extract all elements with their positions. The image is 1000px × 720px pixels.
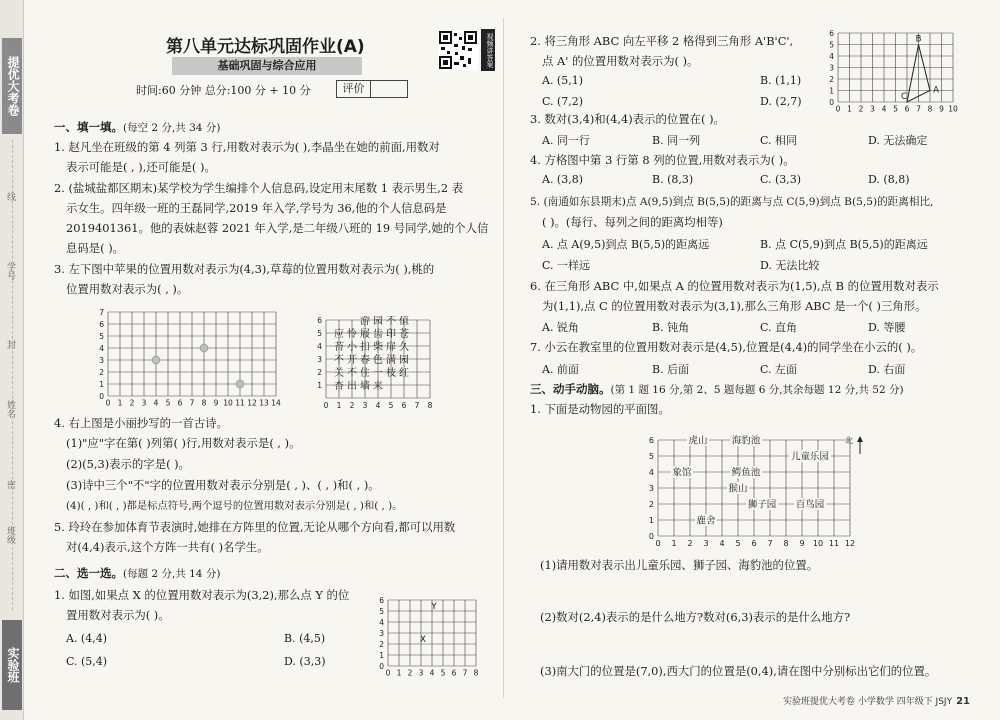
c5-option-a[interactable]: A. 点 A(9,5)到点 B(5,5)的距离远 — [542, 238, 710, 251]
q3-line1: 3. 左下图中苹果的位置用数对表示为(4,3),草莓的位置用数对表示为( ),桃的 — [54, 262, 435, 276]
c6-line1: 6. 在三角形 ABC 中,如果点 A 的位置用数对表示为(1,5),点 B 的位置用数对表示 — [530, 279, 939, 293]
z1-q2: (2)数对(2,4)表示的是什么地方?数对(6,3)表示的是什么地方? — [540, 610, 851, 624]
y-tick-label: 4 — [317, 342, 322, 351]
y-tick-label: 3 — [379, 629, 384, 638]
c1-option-a[interactable]: A. (4,4) — [66, 632, 108, 645]
c6-line2: 为(1,1),点 C 的位置用数对表示为(3,1),那么三角形 ABC 是一个( )三角形。 — [542, 299, 927, 313]
strip-label: 密 — [5, 480, 15, 489]
x-tick-label: 0 — [835, 104, 841, 114]
poem-char: 不 — [386, 316, 396, 327]
strip-label: 线 — [5, 192, 15, 201]
c6-option-d[interactable]: D. 等腰 — [868, 321, 906, 334]
c3-option-d[interactable]: D. 无法确定 — [868, 134, 928, 147]
x-tick-label: 5 — [893, 104, 898, 114]
x-tick-label: 2 — [407, 668, 413, 678]
c7-option-d[interactable]: D. 右面 — [868, 363, 906, 376]
y-tick-label: 1 — [829, 86, 834, 96]
xy-grid-figure — [374, 586, 494, 680]
peach-icon — [236, 380, 244, 388]
strip-label: 封 — [5, 340, 15, 349]
zoo-place-label: 鹿舍 — [696, 515, 716, 527]
x-tick-label: 4 — [153, 398, 159, 408]
poem-char: 红 — [399, 368, 409, 379]
x-tick-label: 9 — [213, 398, 219, 408]
x-tick-label: 2 — [858, 104, 864, 114]
x-tick-label: 6 — [401, 401, 407, 410]
q4-line4: (3)诗中三个"不"字的位置用数对表示分别是( , )、( , )和( , )。 — [66, 478, 380, 492]
north-arrow-head-icon — [857, 436, 863, 442]
y-tick-label: 2 — [829, 75, 834, 84]
c1-option-b[interactable]: B. (4,5) — [284, 632, 326, 645]
strip-label: 学号 — [5, 262, 15, 280]
x-tick-label: 10 — [223, 398, 233, 408]
x-tick-label: 1 — [847, 104, 852, 114]
y-tick-label: 6 — [379, 596, 384, 605]
c2-option-b[interactable]: B. (1,1) — [760, 74, 802, 87]
zoo-place-label: 鳄鱼池 — [731, 467, 761, 479]
poem-char: 应 — [334, 329, 344, 340]
c5-option-c[interactable]: C. 一样远 — [542, 259, 591, 272]
section-title: 三、动手动脑。 — [530, 382, 611, 396]
c5-line1: 5. (南通如东县期末)点 A(9,5)到点 B(5,5)的距离与点 C(5,9)到点 B(5,5)的距离相比, — [530, 196, 934, 208]
c2-option-a[interactable]: A. (5,1) — [542, 74, 584, 87]
x-tick-label: 8 — [427, 401, 433, 410]
time-score-info: 时间:60 分钟 总分:100 分 + 10 分 — [136, 84, 311, 97]
y-tick-label: 1 — [317, 381, 322, 390]
section-heading-1 — [54, 120, 220, 135]
z1-line: 1. 下面是动物园的平面图。 — [530, 402, 670, 416]
x-tick-label: 4 — [881, 104, 887, 114]
poem-char: 不 — [347, 368, 357, 379]
y-tick-label: 0 — [99, 392, 104, 401]
poem-char: 园 — [399, 355, 409, 366]
x-tick-label: 1 — [117, 398, 123, 408]
y-tick-label: 4 — [379, 618, 384, 627]
x-tick-label: 12 — [844, 539, 856, 548]
z1-q1: (1)请用数对表示出儿童乐园、狮子园、海豹池的位置。 — [540, 558, 819, 572]
x-tick-label: 9 — [799, 539, 805, 548]
poem-char: 园 — [373, 316, 383, 327]
c7-line: 7. 小云在教室里的位置用数对表示是(4,5),位置是(4,4)的同学坐在小云的( )。 — [530, 340, 923, 354]
x-tick-label: 7 — [414, 401, 420, 410]
q2-line3: 2019401361。他的表妹赵蓉 2021 年入学,是二年级八班的 19 号同学,她的个人信 — [66, 221, 489, 235]
y-tick-label: 2 — [648, 500, 654, 509]
x-tick-label: 5 — [165, 398, 171, 408]
c2-option-d[interactable]: D. (2,7) — [760, 95, 802, 108]
poem-char: 春 — [360, 355, 370, 366]
poem-char: 不 — [334, 355, 344, 366]
x-tick-label: 2 — [687, 539, 693, 548]
x-tick-label: 0 — [385, 668, 391, 678]
q2-line1: 2. (盐城盐都区期末)某学校为学生编排个人信息码,设定用末尾数 1 表示男生,2 表 — [54, 181, 464, 195]
q4-line1: 4. 右上图是小丽抄写的一首古诗。 — [54, 416, 228, 430]
score-label: 评价 — [337, 81, 371, 97]
x-tick-label: 11 — [235, 398, 245, 408]
y-tick-label: 6 — [317, 316, 322, 325]
x-tick-label: 8 — [927, 104, 933, 114]
y-tick-label: 2 — [317, 368, 322, 377]
c1-line2: 置用数对表示为( )。 — [66, 608, 170, 622]
score-box — [336, 80, 408, 98]
q5-line1: 5. 玲玲在参加体育节表演时,她排在方阵里的位置,无论从哪个方向看,都可以用数 — [54, 520, 456, 534]
c6-option-c[interactable]: C. 直角 — [760, 321, 798, 334]
q4-line3: (2)(5,3)表示的字是( )。 — [66, 457, 190, 471]
c7-option-a[interactable]: A. 前面 — [542, 363, 579, 376]
c6-option-a[interactable]: A. 锐角 — [542, 321, 579, 334]
y-tick-label: 4 — [648, 468, 654, 477]
x-tick-label: 0 — [655, 539, 661, 548]
section-title: 一、填一填。 — [54, 120, 123, 134]
y-tick-label: 5 — [829, 40, 834, 50]
x-tick-label: 1 — [336, 401, 342, 410]
zoo-place-label: 虎山 — [688, 435, 708, 447]
c1-option-d[interactable]: D. (3,3) — [284, 655, 326, 668]
x-tick-label: 14 — [271, 398, 281, 408]
poem-char: 屐 — [360, 329, 370, 340]
point-x-label: X — [419, 635, 427, 645]
x-tick-label: 10 — [948, 104, 958, 114]
q1-line1: 1. 赵凡坐在班级的第 4 列第 3 行,用数对表示为( ),李晶坐在她的前面,用数对 — [54, 140, 440, 154]
y-tick-label: 0 — [829, 98, 834, 107]
strawberry-icon — [200, 344, 208, 352]
c2-line2: 点 A' 的位置用数对表示为( )。 — [542, 54, 699, 68]
vertex-c-label: C — [901, 92, 907, 102]
x-tick-label: 9 — [939, 104, 944, 114]
poem-char: 久 — [399, 342, 409, 353]
y-tick-label: 4 — [99, 344, 104, 353]
y-tick-label: 6 — [99, 320, 104, 329]
poem-char: 苍 — [399, 329, 409, 340]
x-tick-label: 3 — [418, 668, 424, 678]
x-tick-label: 4 — [375, 401, 381, 410]
column-divider — [503, 18, 504, 698]
c5-line2: ( )。(每行、每列之间的距离均相等) — [542, 215, 723, 229]
z1-q3: (3)南大门的位置是(7,0),西大门的位置是(0,4),请在图中分别标出它们的位置。 — [540, 664, 937, 678]
c4-option-a[interactable]: A. (3,8) — [542, 173, 584, 186]
point-y-label: Y — [431, 602, 437, 612]
y-tick-label: 6 — [829, 29, 834, 38]
c7-option-c[interactable]: C. 左面 — [760, 363, 798, 376]
brand-banner: 提优大考卷 — [2, 38, 22, 134]
q4-line5: (4)( , )和( , )都是标点符号,两个逗号的位置用数对表示分别是( , )和( , )。 — [66, 500, 403, 512]
x-tick-label: 2 — [349, 401, 355, 410]
x-tick-label: 7 — [916, 104, 921, 114]
vertex-b-label: B — [915, 34, 922, 45]
poem-char: 苔 — [334, 342, 344, 353]
poem-char: 怜 — [347, 329, 357, 340]
x-tick-label: 12 — [247, 398, 257, 408]
page-subtitle: 基础巩固与综合应用 — [172, 57, 362, 75]
q5-line2: 对(4,4)表示,这个方阵一共有( )名学生。 — [66, 540, 269, 554]
x-tick-label: 3 — [703, 539, 709, 548]
poem-char: 色 — [373, 355, 383, 366]
section-note: (每空 2 分,共 34 分) — [123, 122, 221, 134]
y-tick-label: 3 — [99, 356, 104, 365]
x-tick-label: 7 — [189, 398, 195, 408]
c4-option-d[interactable]: D. (8,8) — [868, 173, 910, 186]
c6-option-b[interactable]: B. 钝角 — [652, 321, 690, 334]
c4-line: 4. 方格图中第 3 行第 8 列的位置,用数对表示为( )。 — [530, 153, 795, 167]
poem-char: 值 — [399, 316, 409, 327]
y-tick-label: 7 — [99, 308, 104, 317]
y-tick-label: 2 — [379, 640, 384, 649]
y-tick-label: 2 — [99, 368, 104, 377]
page-footer — [783, 694, 970, 707]
x-tick-label: 6 — [451, 668, 457, 678]
x-tick-label: 0 — [105, 398, 111, 408]
c3-option-b[interactable]: B. 同一列 — [652, 134, 701, 147]
c1-option-c[interactable]: C. (5,4) — [66, 655, 108, 668]
c4-option-b[interactable]: B. (8,3) — [652, 173, 694, 186]
y-tick-label: 0 — [648, 532, 654, 541]
x-tick-label: 5 — [388, 401, 394, 410]
poem-char: 墙 — [360, 381, 370, 392]
section-heading-3 — [530, 382, 904, 397]
c5-option-d[interactable]: D. 无法比较 — [760, 259, 820, 272]
page-title: 第八单元达标巩固作业(A) — [166, 37, 365, 57]
y-tick-label: 1 — [99, 380, 104, 389]
zoo-map-figure — [638, 416, 868, 554]
c5-option-b[interactable]: B. 点 C(5,9)到点 B(5,5)的距离远 — [760, 238, 928, 251]
y-tick-label: 4 — [829, 52, 834, 61]
x-tick-label: 7 — [462, 668, 468, 678]
x-tick-label: 1 — [396, 668, 402, 678]
strip-label: 班级 — [5, 526, 15, 544]
q1-line2: 表示可能是( , ),还可能是( )。 — [66, 160, 216, 174]
poem-char: 枝 — [386, 368, 396, 379]
poem-char: 一 — [373, 368, 383, 379]
x-tick-label: 13 — [259, 398, 269, 408]
poem-char: 开 — [347, 355, 357, 366]
poem-char: 印 — [386, 329, 396, 340]
c2-option-c[interactable]: C. (7,2) — [542, 95, 584, 108]
x-tick-label: 8 — [783, 539, 789, 548]
poem-char: 扣 — [360, 342, 370, 353]
q2-line2: 示女生。四年级一班的王磊同学,2019 年入学,学号为 36,他的个人信息码是 — [66, 201, 447, 215]
x-tick-label: 7 — [767, 539, 773, 548]
poem-char: 扉 — [386, 342, 396, 353]
x-tick-label: 4 — [719, 539, 725, 548]
x-tick-label: 0 — [323, 401, 329, 410]
zoo-place-label: 狮子园 — [747, 499, 777, 511]
x-tick-label: 8 — [473, 668, 479, 678]
footer-text: 实验班提优大考卷 小学数学 四年级下 JSJY — [782, 697, 953, 707]
y-tick-label: 5 — [99, 332, 104, 341]
y-tick-label: 5 — [317, 329, 322, 338]
section-note: (第 1 题 16 分,第 2、5 题每题 6 分,其余每题 12 分,共 52 分) — [610, 384, 904, 396]
x-tick-label: 5 — [440, 668, 446, 678]
x-tick-label: 3 — [870, 104, 875, 114]
y-tick-label: 3 — [317, 355, 322, 364]
binding-strip — [0, 0, 24, 720]
poem-char: 齿 — [373, 329, 383, 340]
x-tick-label: 1 — [671, 539, 677, 548]
c3-line: 3. 数对(3,4)和(4,4)表示的位置在( )。 — [530, 112, 725, 126]
y-tick-label: 1 — [379, 651, 384, 660]
poem-char: 游 — [360, 316, 370, 327]
x-tick-label: 10 — [812, 539, 824, 548]
zoo-place-label: 儿童乐园 — [790, 451, 830, 463]
section-note: (每题 2 分,共 14 分) — [123, 568, 221, 580]
zoo-place-label: 百鸟园 — [795, 499, 825, 511]
y-tick-label: 0 — [379, 662, 384, 671]
poem-char: 来 — [373, 381, 383, 392]
y-tick-label: 3 — [648, 484, 654, 493]
zoo-place-label: 象馆 — [672, 467, 692, 479]
zoo-place-label: 海豹池 — [731, 435, 761, 447]
c1-line1: 1. 如图,如果点 X 的位置用数对表示为(3,2),那么点 Y 的位 — [54, 588, 350, 602]
poem-char: 杏 — [334, 381, 344, 392]
poem-char: 出 — [347, 381, 357, 392]
c3-option-c[interactable]: C. 相同 — [760, 134, 798, 147]
x-tick-label: 3 — [362, 401, 368, 410]
c3-option-a[interactable]: A. 同一行 — [542, 134, 590, 147]
poem-char: 关 — [334, 368, 344, 379]
zoo-place-label: 猴山 — [728, 483, 748, 495]
strip-label: 姓名 — [5, 400, 15, 418]
y-tick-label: 5 — [648, 452, 654, 461]
x-tick-label: 11 — [828, 539, 840, 548]
x-tick-label: 6 — [904, 104, 910, 114]
y-tick-label: 3 — [829, 63, 834, 73]
x-tick-label: 8 — [201, 398, 207, 408]
section-heading-2 — [54, 566, 220, 581]
q4-line2: (1)"应"字在第( )列第( )行,用数对表示是( , )。 — [66, 436, 301, 450]
y-tick-label: 1 — [648, 516, 654, 525]
x-tick-label: 5 — [735, 539, 741, 548]
poem-char: 小 — [347, 342, 357, 353]
qr-code-icon[interactable] — [438, 30, 478, 70]
x-tick-label: 2 — [129, 398, 135, 408]
poem-char: 满 — [386, 355, 396, 366]
poem-grid-figure — [312, 316, 492, 412]
x-tick-label: 6 — [177, 398, 183, 408]
x-tick-label: 4 — [429, 668, 435, 678]
brand-banner: 实验班 — [2, 620, 22, 710]
vertex-a-label: A — [933, 85, 939, 96]
q3-line2: 位置用数对表示为( , )。 — [66, 282, 189, 296]
qr-label: 视频讲答案 — [481, 29, 495, 71]
north-label: 北 — [845, 436, 853, 445]
fruit-grid-figure — [94, 306, 334, 410]
poem-char: 柴 — [373, 342, 383, 353]
x-tick-label: 6 — [751, 539, 757, 548]
y-tick-label: 6 — [648, 436, 654, 445]
poem-char: 住 — [360, 368, 370, 379]
apple-icon — [152, 356, 160, 364]
page-number: 21 — [956, 696, 970, 707]
section-title: 二、选一选。 — [54, 566, 123, 580]
y-tick-label: 5 — [379, 607, 384, 616]
triangle-grid-figure — [826, 28, 976, 120]
c2-line1: 2. 将三角形 ABC 向左平移 2 格得到三角形 A'B'C', — [530, 34, 794, 48]
q2-line4: 息码是( )。 — [66, 241, 125, 255]
c7-option-b[interactable]: B. 后面 — [652, 363, 690, 376]
x-tick-label: 3 — [141, 398, 147, 408]
c4-option-c[interactable]: C. (3,3) — [760, 173, 802, 186]
